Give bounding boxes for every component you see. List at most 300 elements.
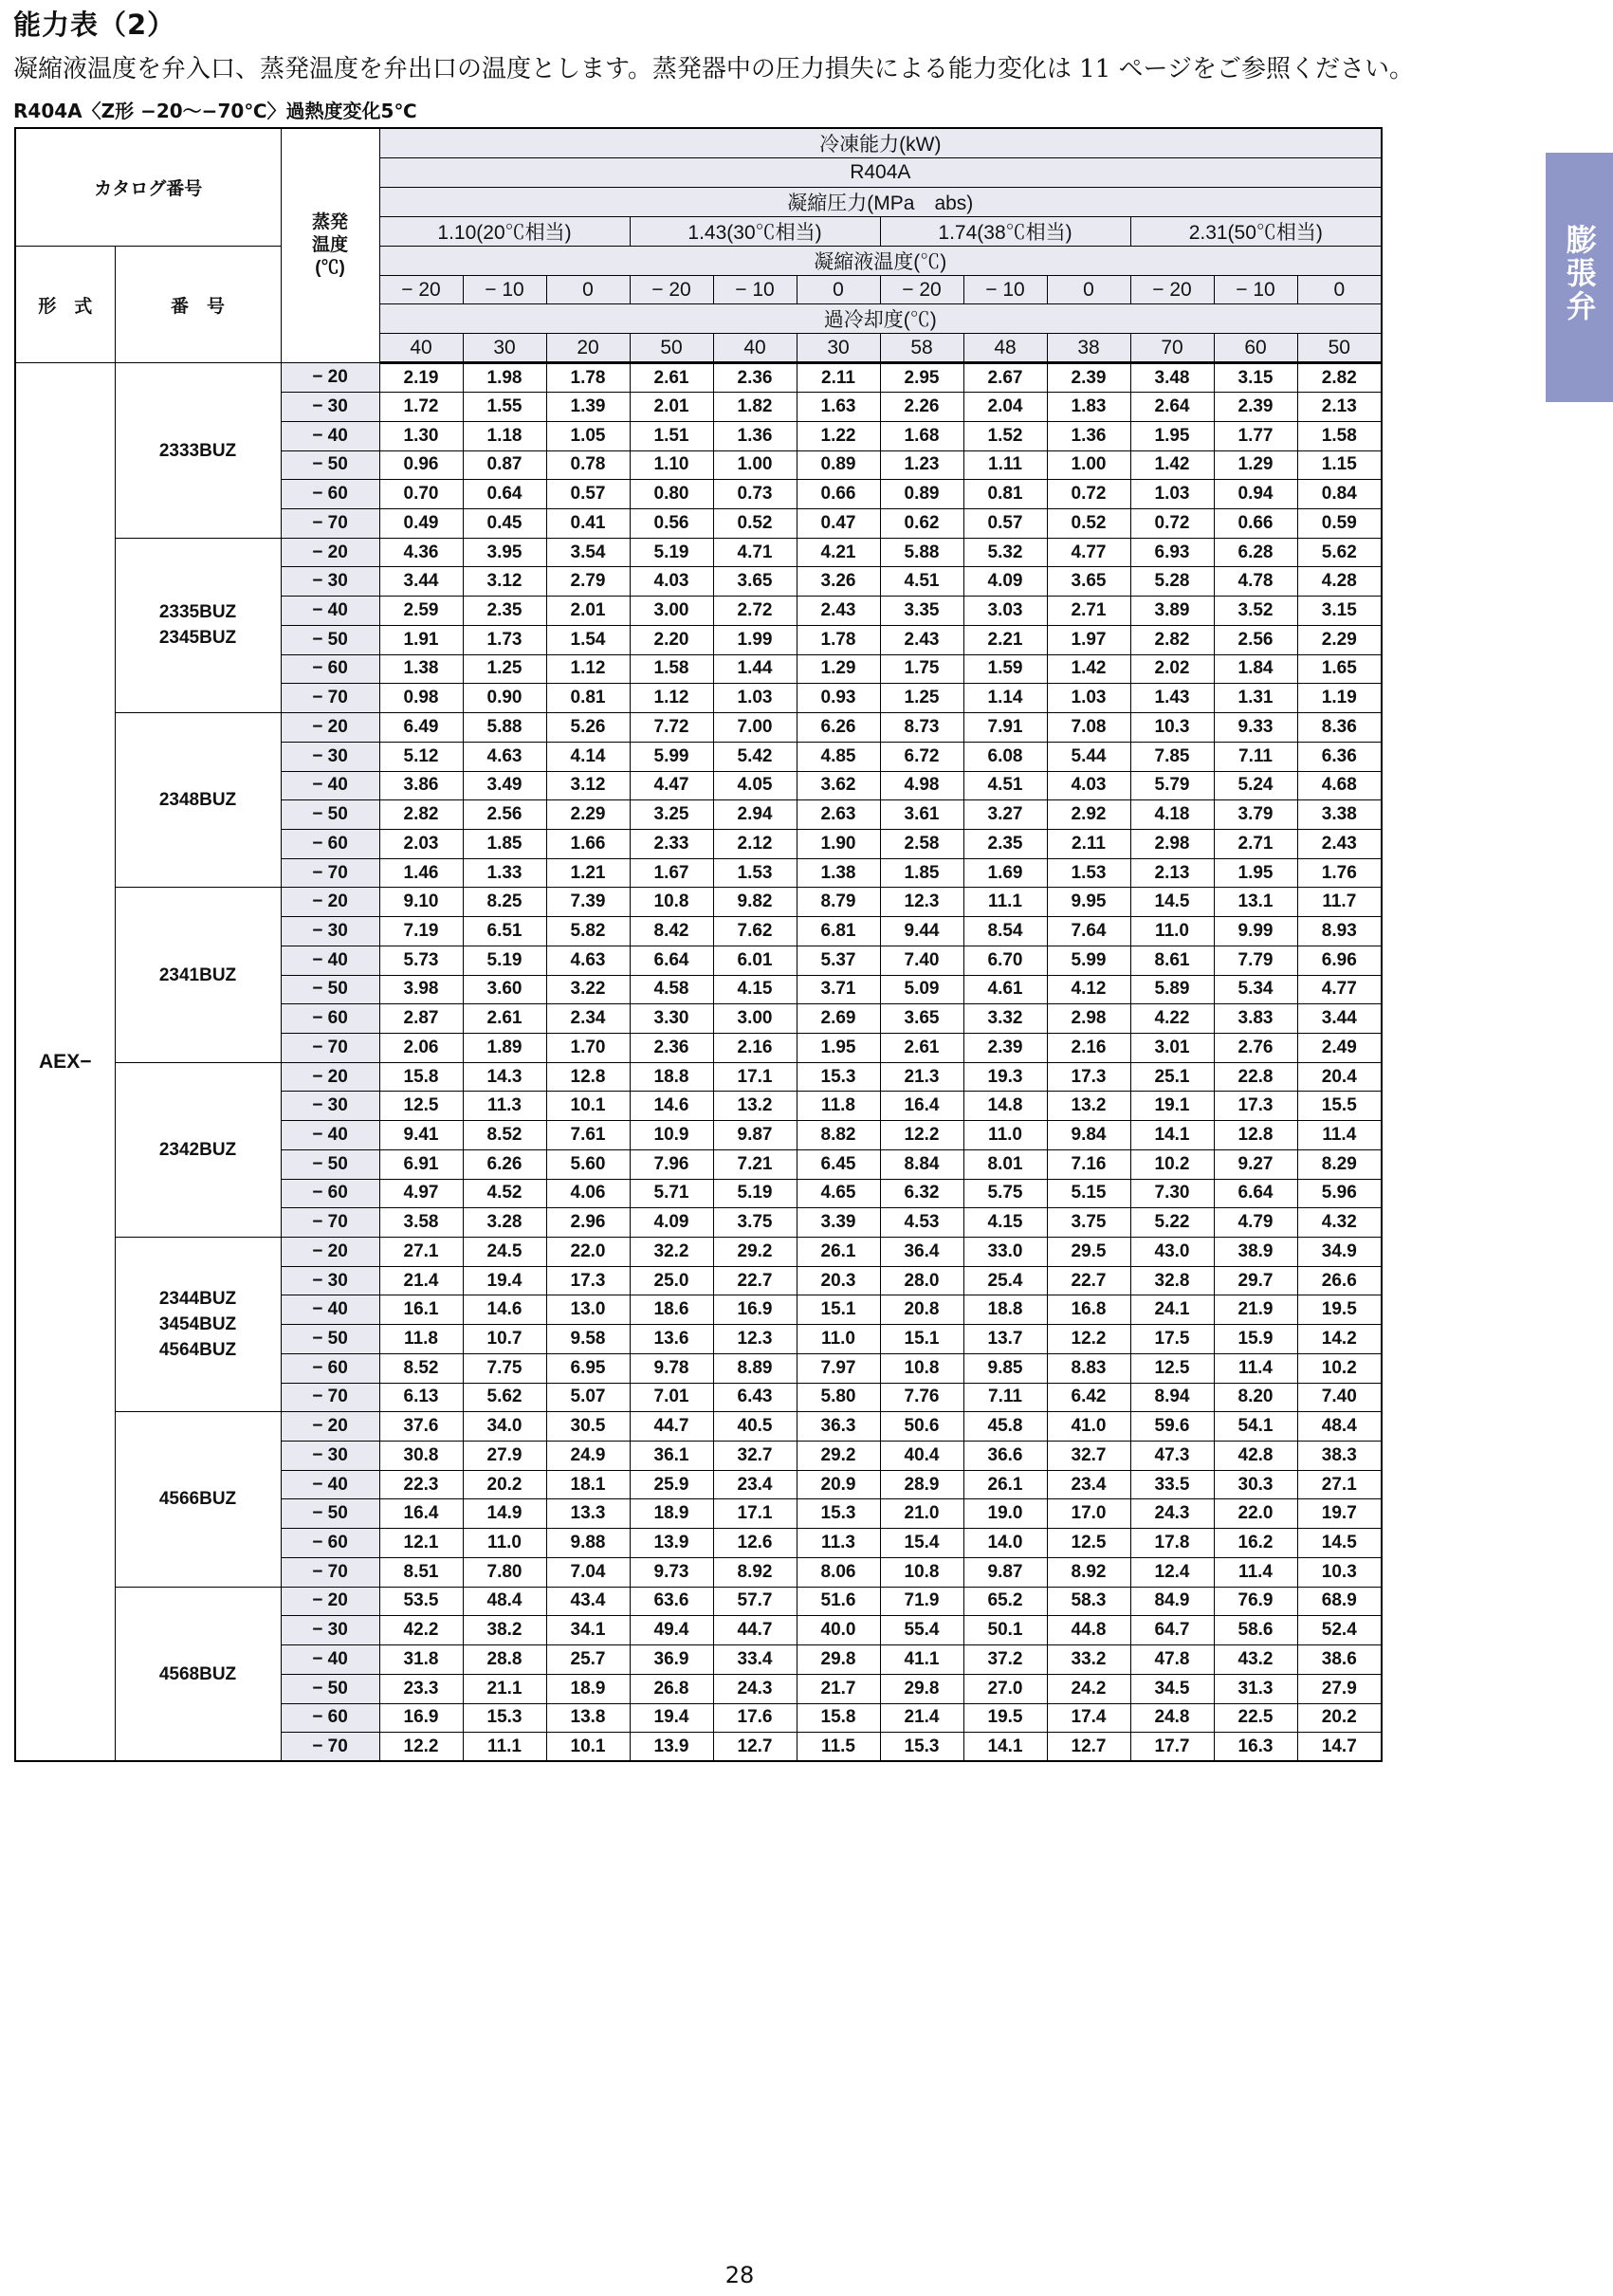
capacity-cell: 1.44 xyxy=(713,654,797,684)
capacity-cell: 18.6 xyxy=(630,1295,713,1325)
capacity-cell: 6.64 xyxy=(1214,1179,1297,1208)
capacity-cell: 16.9 xyxy=(379,1703,463,1733)
capacity-cell: 1.54 xyxy=(546,625,630,654)
capacity-cell: 30.8 xyxy=(379,1442,463,1471)
capacity-cell: 3.48 xyxy=(1130,363,1214,393)
capacity-cell: 26.1 xyxy=(797,1238,880,1267)
evap-temp-cell: − 30 xyxy=(281,393,379,422)
capacity-cell: 1.67 xyxy=(630,858,713,888)
capacity-cell: 0.73 xyxy=(713,480,797,509)
capacity-cell: 28.8 xyxy=(463,1645,546,1675)
capacity-cell: 3.15 xyxy=(1297,597,1382,626)
capacity-cell: 4.53 xyxy=(880,1208,963,1238)
capacity-cell: 7.11 xyxy=(1214,742,1297,771)
capacity-cell: 28.0 xyxy=(880,1266,963,1295)
capacity-cell: 7.62 xyxy=(713,917,797,946)
evap-temp-cell: − 70 xyxy=(281,1557,379,1587)
form-header: 形 式 xyxy=(15,246,115,363)
capacity-cell: 4.78 xyxy=(1214,567,1297,597)
capacity-cell: 58.6 xyxy=(1214,1616,1297,1645)
capacity-cell: 31.8 xyxy=(379,1645,463,1675)
side-tab[interactable] xyxy=(1546,153,1613,402)
capacity-cell: 5.88 xyxy=(463,713,546,743)
capacity-cell: 0.64 xyxy=(463,480,546,509)
capacity-cell: 5.37 xyxy=(797,946,880,975)
evap-temp-cell: − 50 xyxy=(281,1149,379,1179)
capacity-cell: 19.0 xyxy=(963,1499,1047,1529)
capacity-cell: 17.1 xyxy=(713,1062,797,1092)
capacity-cell: 54.1 xyxy=(1214,1412,1297,1442)
capacity-cell: 12.5 xyxy=(1130,1353,1214,1383)
capacity-cell: 6.64 xyxy=(630,946,713,975)
capacity-cell: 8.84 xyxy=(880,1149,963,1179)
pressure-group-header: 2.31(50℃相当) xyxy=(1130,216,1382,246)
capacity-cell: 14.9 xyxy=(463,1499,546,1529)
capacity-cell: 71.9 xyxy=(880,1587,963,1616)
capacity-cell: 2.13 xyxy=(1297,393,1382,422)
capacity-cell: 36.3 xyxy=(797,1412,880,1442)
capacity-cell: 5.19 xyxy=(463,946,546,975)
capacity-cell: 17.8 xyxy=(1130,1529,1214,1558)
capacity-cell: 16.3 xyxy=(1214,1733,1297,1762)
capacity-cell: 27.9 xyxy=(1297,1674,1382,1703)
capacity-cell: 1.33 xyxy=(463,858,546,888)
capacity-cell: 1.14 xyxy=(963,684,1047,713)
capacity-cell: 2.16 xyxy=(1047,1033,1130,1062)
capacity-cell: 3.27 xyxy=(963,800,1047,830)
capacity-cell: 11.4 xyxy=(1297,1121,1382,1150)
capacity-cell: 12.7 xyxy=(713,1733,797,1762)
capacity-cell: 76.9 xyxy=(1214,1587,1297,1616)
capacity-cell: 2.33 xyxy=(630,829,713,858)
capacity-cell: 9.33 xyxy=(1214,713,1297,743)
capacity-cell: 3.22 xyxy=(546,975,630,1004)
capacity-cell: 1.66 xyxy=(546,829,630,858)
capacity-cell: 11.0 xyxy=(463,1529,546,1558)
capacity-cell: 0.59 xyxy=(1297,509,1382,539)
capacity-cell: 36.4 xyxy=(880,1238,963,1267)
capacity-cell: 14.8 xyxy=(963,1092,1047,1121)
capacity-cell: 6.01 xyxy=(713,946,797,975)
capacity-cell: 1.03 xyxy=(713,684,797,713)
capacity-cell: 4.98 xyxy=(880,771,963,800)
capacity-cell: 2.82 xyxy=(379,800,463,830)
capacity-cell: 2.34 xyxy=(546,1004,630,1034)
capacity-cell: 3.28 xyxy=(463,1208,546,1238)
capacity-cell: 4.32 xyxy=(1297,1208,1382,1238)
liquid-temp-cell: 0 xyxy=(797,275,880,304)
capacity-cell: 13.8 xyxy=(546,1703,630,1733)
evap-temp-cell: − 30 xyxy=(281,1616,379,1645)
capacity-cell: 12.3 xyxy=(880,888,963,917)
capacity-cell: 5.42 xyxy=(713,742,797,771)
evap-temp-cell: − 30 xyxy=(281,567,379,597)
capacity-cell: 12.3 xyxy=(713,1325,797,1354)
capacity-cell: 1.55 xyxy=(463,393,546,422)
model-number: 4564BUZ xyxy=(158,1340,237,1361)
capacity-cell: 18.9 xyxy=(546,1674,630,1703)
capacity-cell: 49.4 xyxy=(630,1616,713,1645)
capacity-cell: 2.43 xyxy=(797,597,880,626)
evap-temp-cell: − 30 xyxy=(281,742,379,771)
capacity-cell: 3.83 xyxy=(1214,1004,1297,1034)
capacity-cell: 5.07 xyxy=(546,1383,630,1412)
capacity-cell: 10.1 xyxy=(546,1733,630,1762)
subcool-cell: 60 xyxy=(1214,334,1297,363)
evaporating-temp-header xyxy=(281,128,379,363)
capacity-cell: 2.36 xyxy=(630,1033,713,1062)
capacity-cell: 25.0 xyxy=(630,1266,713,1295)
capacity-cell: 3.15 xyxy=(1214,363,1297,393)
model-number: 2335BUZ xyxy=(158,602,237,623)
capacity-cell: 11.4 xyxy=(1214,1353,1297,1383)
capacity-cell: 4.51 xyxy=(880,567,963,597)
pressure-group-header: 1.74(38℃相当) xyxy=(880,216,1130,246)
evap-temp-cell: − 60 xyxy=(281,829,379,858)
capacity-cell: 5.88 xyxy=(880,538,963,567)
capacity-cell: 4.61 xyxy=(963,975,1047,1004)
capacity-cell: 64.7 xyxy=(1130,1616,1214,1645)
capacity-cell: 2.11 xyxy=(797,363,880,393)
capacity-cell: 0.56 xyxy=(630,509,713,539)
capacity-cell: 4.79 xyxy=(1214,1208,1297,1238)
evap-temp-cell: − 60 xyxy=(281,1179,379,1208)
capacity-cell: 5.28 xyxy=(1130,567,1214,597)
capacity-cell: 30.5 xyxy=(546,1412,630,1442)
capacity-cell: 2.58 xyxy=(880,829,963,858)
evap-temp-cell: − 20 xyxy=(281,1412,379,1442)
liquid-temp-cell: 0 xyxy=(546,275,630,304)
capacity-cell: 4.63 xyxy=(463,742,546,771)
capacity-cell: 3.30 xyxy=(630,1004,713,1034)
subcool-cell: 30 xyxy=(797,334,880,363)
capacity-cell: 2.64 xyxy=(1130,393,1214,422)
capacity-cell: 8.92 xyxy=(1047,1557,1130,1587)
capacity-cell: 7.75 xyxy=(463,1353,546,1383)
evap-temp-cell: − 40 xyxy=(281,1645,379,1675)
capacity-cell: 7.16 xyxy=(1047,1149,1130,1179)
model-number: 2348BUZ xyxy=(158,790,237,811)
evap-temp-cell: − 70 xyxy=(281,1208,379,1238)
capacity-cell: 13.0 xyxy=(546,1295,630,1325)
capacity-cell: 19.7 xyxy=(1297,1499,1382,1529)
capacity-cell: 36.9 xyxy=(630,1645,713,1675)
capacity-cell: 22.8 xyxy=(1214,1062,1297,1092)
capacity-cell: 8.94 xyxy=(1130,1383,1214,1412)
capacity-cell: 1.85 xyxy=(463,829,546,858)
capacity-cell: 21.0 xyxy=(880,1499,963,1529)
table-row xyxy=(15,713,1382,743)
evap-temp-cell: − 70 xyxy=(281,1383,379,1412)
evap-temp-cell: − 60 xyxy=(281,1004,379,1034)
capacity-cell: 1.43 xyxy=(1130,684,1214,713)
subcool-cell: 70 xyxy=(1130,334,1214,363)
capacity-cell: 1.53 xyxy=(1047,858,1130,888)
capacity-cell: 13.2 xyxy=(713,1092,797,1121)
capacity-cell: 25.9 xyxy=(630,1470,713,1499)
capacity-cell: 8.61 xyxy=(1130,946,1214,975)
capacity-cell: 4.85 xyxy=(797,742,880,771)
table-row xyxy=(15,1587,1382,1616)
capacity-cell: 5.60 xyxy=(546,1149,630,1179)
capacity-cell: 22.7 xyxy=(1047,1266,1130,1295)
capacity-cell: 2.29 xyxy=(1297,625,1382,654)
capacity-cell: 55.4 xyxy=(880,1616,963,1645)
cond-pressure-header: 凝縮圧力(MPa abs) xyxy=(379,187,1382,216)
capacity-cell: 14.7 xyxy=(1297,1733,1382,1762)
model-number-cell xyxy=(115,713,281,888)
capacity-cell: 1.63 xyxy=(797,393,880,422)
refrigerant-header: R404A xyxy=(379,158,1382,188)
capacity-cell: 14.2 xyxy=(1297,1325,1382,1354)
capacity-cell: 0.94 xyxy=(1214,480,1297,509)
table-row xyxy=(15,1412,1382,1442)
capacity-cell: 13.9 xyxy=(630,1529,713,1558)
capacity-cell: 8.51 xyxy=(379,1557,463,1587)
capacity-cell: 16.9 xyxy=(713,1295,797,1325)
capacity-cell: 1.95 xyxy=(797,1033,880,1062)
table-row xyxy=(15,1238,1382,1267)
capacity-cell: 12.4 xyxy=(1130,1557,1214,1587)
capacity-cell: 5.12 xyxy=(379,742,463,771)
capacity-cell: 8.06 xyxy=(797,1557,880,1587)
capacity-cell: 2.98 xyxy=(1130,829,1214,858)
capacity-cell: 2.26 xyxy=(880,393,963,422)
capacity-cell: 59.6 xyxy=(1130,1412,1214,1442)
capacity-cell: 10.3 xyxy=(1297,1557,1382,1587)
capacity-cell: 10.2 xyxy=(1130,1149,1214,1179)
capacity-cell: 0.52 xyxy=(713,509,797,539)
capacity-cell: 27.9 xyxy=(463,1442,546,1471)
capacity-cell: 21.9 xyxy=(1214,1295,1297,1325)
capacity-cell: 4.06 xyxy=(546,1179,630,1208)
capacity-cell: 23.4 xyxy=(1047,1470,1130,1499)
capacity-cell: 20.3 xyxy=(797,1266,880,1295)
capacity-cell: 2.35 xyxy=(463,597,546,626)
capacity-cell: 6.72 xyxy=(880,742,963,771)
capacity-cell: 8.82 xyxy=(797,1121,880,1150)
capacity-cell: 32.8 xyxy=(1130,1266,1214,1295)
capacity-cell: 52.4 xyxy=(1297,1616,1382,1645)
capacity-cell: 26.6 xyxy=(1297,1266,1382,1295)
capacity-cell: 19.5 xyxy=(963,1703,1047,1733)
capacity-cell: 6.08 xyxy=(963,742,1047,771)
evap-temp-cell: − 20 xyxy=(281,538,379,567)
capacity-cell: 20.4 xyxy=(1297,1062,1382,1092)
capacity-cell: 21.7 xyxy=(797,1674,880,1703)
model-number: 4566BUZ xyxy=(158,1489,237,1510)
capacity-cell: 12.2 xyxy=(880,1121,963,1150)
capacity-cell: 5.73 xyxy=(379,946,463,975)
capacity-cell: 1.78 xyxy=(797,625,880,654)
capacity-cell: 15.1 xyxy=(797,1295,880,1325)
capacity-cell: 4.05 xyxy=(713,771,797,800)
capacity-cell: 3.75 xyxy=(1047,1208,1130,1238)
capacity-cell: 15.8 xyxy=(797,1703,880,1733)
subcool-cell: 20 xyxy=(546,334,630,363)
capacity-cell: 4.03 xyxy=(630,567,713,597)
capacity-cell: 1.72 xyxy=(379,393,463,422)
capacity-cell: 3.95 xyxy=(463,538,546,567)
capacity-cell: 8.52 xyxy=(379,1353,463,1383)
capacity-cell: 40.4 xyxy=(880,1442,963,1471)
evap-temp-cell: − 40 xyxy=(281,771,379,800)
capacity-cell: 41.1 xyxy=(880,1645,963,1675)
capacity-cell: 12.8 xyxy=(546,1062,630,1092)
capacity-cell: 17.1 xyxy=(713,1499,797,1529)
capacity-cell: 2.69 xyxy=(797,1004,880,1034)
liquid-temp-cell: − 20 xyxy=(1130,275,1214,304)
capacity-cell: 5.15 xyxy=(1047,1179,1130,1208)
capacity-cell: 2.92 xyxy=(1047,800,1130,830)
table-row xyxy=(15,538,1382,567)
capacity-cell: 38.3 xyxy=(1297,1442,1382,1471)
capacity-cell: 4.09 xyxy=(630,1208,713,1238)
capacity-cell: 3.65 xyxy=(1047,567,1130,597)
evap-temp-cell: − 70 xyxy=(281,684,379,713)
capacity-cell: 8.52 xyxy=(463,1121,546,1150)
capacity-cell: 5.62 xyxy=(463,1383,546,1412)
capacity-cell: 3.01 xyxy=(1130,1033,1214,1062)
capacity-cell: 14.1 xyxy=(1130,1121,1214,1150)
capacity-cell: 1.12 xyxy=(630,684,713,713)
capacity-cell: 4.97 xyxy=(379,1179,463,1208)
capacity-cell: 16.8 xyxy=(1047,1295,1130,1325)
capacity-cell: 1.42 xyxy=(1047,654,1130,684)
capacity-cell: 2.39 xyxy=(963,1033,1047,1062)
capacity-cell: 0.84 xyxy=(1297,480,1382,509)
capacity-cell: 11.3 xyxy=(797,1529,880,1558)
table-caption: R404A〈Z形 −20〜−70℃〉過熱度変化5℃ xyxy=(13,100,417,122)
capacity-cell: 15.9 xyxy=(1214,1325,1297,1354)
capacity-cell: 2.21 xyxy=(963,625,1047,654)
liquid-temp-cell: − 10 xyxy=(463,275,546,304)
capacity-cell: 10.8 xyxy=(880,1557,963,1587)
capacity-cell: 9.82 xyxy=(713,888,797,917)
capacity-cell: 3.39 xyxy=(797,1208,880,1238)
capacity-cell: 8.42 xyxy=(630,917,713,946)
capacity-cell: 24.9 xyxy=(546,1442,630,1471)
capacity-cell: 1.22 xyxy=(797,421,880,450)
capacity-header: 冷凍能力(kW) xyxy=(379,128,1382,158)
capacity-cell: 6.49 xyxy=(379,713,463,743)
capacity-cell: 6.13 xyxy=(379,1383,463,1412)
capacity-cell: 33.4 xyxy=(713,1645,797,1675)
capacity-cell: 19.5 xyxy=(1297,1295,1382,1325)
capacity-cell: 43.2 xyxy=(1214,1645,1297,1675)
capacity-cell: 24.5 xyxy=(463,1238,546,1267)
capacity-cell: 4.63 xyxy=(546,946,630,975)
capacity-cell: 1.03 xyxy=(1130,480,1214,509)
capacity-cell: 44.7 xyxy=(630,1412,713,1442)
capacity-cell: 9.84 xyxy=(1047,1121,1130,1150)
capacity-cell: 18.8 xyxy=(963,1295,1047,1325)
capacity-cell: 1.82 xyxy=(713,393,797,422)
capacity-cell: 17.0 xyxy=(1047,1499,1130,1529)
capacity-cell: 15.3 xyxy=(463,1703,546,1733)
capacity-cell: 2.49 xyxy=(1297,1033,1382,1062)
capacity-cell: 2.01 xyxy=(546,597,630,626)
evap-temp-cell: − 40 xyxy=(281,1121,379,1150)
capacity-cell: 1.95 xyxy=(1214,858,1297,888)
capacity-cell: 17.3 xyxy=(546,1266,630,1295)
capacity-cell: 1.36 xyxy=(713,421,797,450)
capacity-cell: 5.82 xyxy=(546,917,630,946)
liquid-temp-cell: − 10 xyxy=(1214,275,1297,304)
capacity-cell: 48.4 xyxy=(463,1587,546,1616)
capacity-cell: 12.7 xyxy=(1047,1733,1130,1762)
model-number: 2341BUZ xyxy=(158,964,237,985)
capacity-cell: 2.43 xyxy=(1297,829,1382,858)
evaporating-temp-label: 蒸発温度(℃) xyxy=(312,212,349,279)
capacity-cell: 7.08 xyxy=(1047,713,1130,743)
capacity-cell: 2.06 xyxy=(379,1033,463,1062)
capacity-cell: 50.1 xyxy=(963,1616,1047,1645)
capacity-cell: 44.7 xyxy=(713,1616,797,1645)
capacity-cell: 0.89 xyxy=(880,480,963,509)
capacity-cell: 2.61 xyxy=(463,1004,546,1034)
capacity-cell: 7.91 xyxy=(963,713,1047,743)
capacity-cell: 29.8 xyxy=(880,1674,963,1703)
capacity-cell: 4.22 xyxy=(1130,1004,1214,1034)
capacity-cell: 3.58 xyxy=(379,1208,463,1238)
capacity-cell: 13.3 xyxy=(546,1499,630,1529)
capacity-cell: 9.27 xyxy=(1214,1149,1297,1179)
capacity-cell: 10.2 xyxy=(1297,1353,1382,1383)
capacity-cell: 34.5 xyxy=(1130,1674,1214,1703)
pressure-group-header: 1.43(30℃相当) xyxy=(630,216,880,246)
capacity-cell: 6.91 xyxy=(379,1149,463,1179)
capacity-cell: 2.01 xyxy=(630,393,713,422)
capacity-cell: 9.88 xyxy=(546,1529,630,1558)
capacity-cell: 7.61 xyxy=(546,1121,630,1150)
capacity-cell: 1.29 xyxy=(797,654,880,684)
capacity-cell: 18.1 xyxy=(546,1470,630,1499)
capacity-cell: 4.65 xyxy=(797,1179,880,1208)
capacity-cell: 13.6 xyxy=(630,1325,713,1354)
capacity-cell: 17.3 xyxy=(1214,1092,1297,1121)
capacity-cell: 33.5 xyxy=(1130,1470,1214,1499)
capacity-cell: 2.71 xyxy=(1214,829,1297,858)
capacity-cell: 4.12 xyxy=(1047,975,1130,1004)
capacity-cell: 10.7 xyxy=(463,1325,546,1354)
capacity-cell: 1.18 xyxy=(463,421,546,450)
capacity-cell: 2.71 xyxy=(1047,597,1130,626)
table-row xyxy=(15,363,1382,393)
capacity-cell: 40.0 xyxy=(797,1616,880,1645)
capacity-cell: 27.0 xyxy=(963,1674,1047,1703)
catalog-number-header: カタログ番号 xyxy=(15,128,281,246)
capacity-cell: 33.2 xyxy=(1047,1645,1130,1675)
capacity-cell: 4.21 xyxy=(797,538,880,567)
capacity-cell: 1.19 xyxy=(1297,684,1382,713)
capacity-cell: 31.3 xyxy=(1214,1674,1297,1703)
evap-temp-cell: − 20 xyxy=(281,1062,379,1092)
capacity-cell: 40.5 xyxy=(713,1412,797,1442)
capacity-cell: 48.4 xyxy=(1297,1412,1382,1442)
capacity-cell: 7.11 xyxy=(963,1383,1047,1412)
table-row xyxy=(15,888,1382,917)
model-number: 2342BUZ xyxy=(158,1139,237,1160)
evap-temp-cell: − 60 xyxy=(281,1529,379,1558)
capacity-cell: 1.23 xyxy=(880,450,963,480)
evap-temp-cell: − 40 xyxy=(281,421,379,450)
evap-temp-cell: − 50 xyxy=(281,1325,379,1354)
capacity-cell: 12.8 xyxy=(1214,1121,1297,1150)
capacity-cell: 57.7 xyxy=(713,1587,797,1616)
capacity-cell: 32.7 xyxy=(713,1442,797,1471)
capacity-cell: 3.00 xyxy=(713,1004,797,1034)
